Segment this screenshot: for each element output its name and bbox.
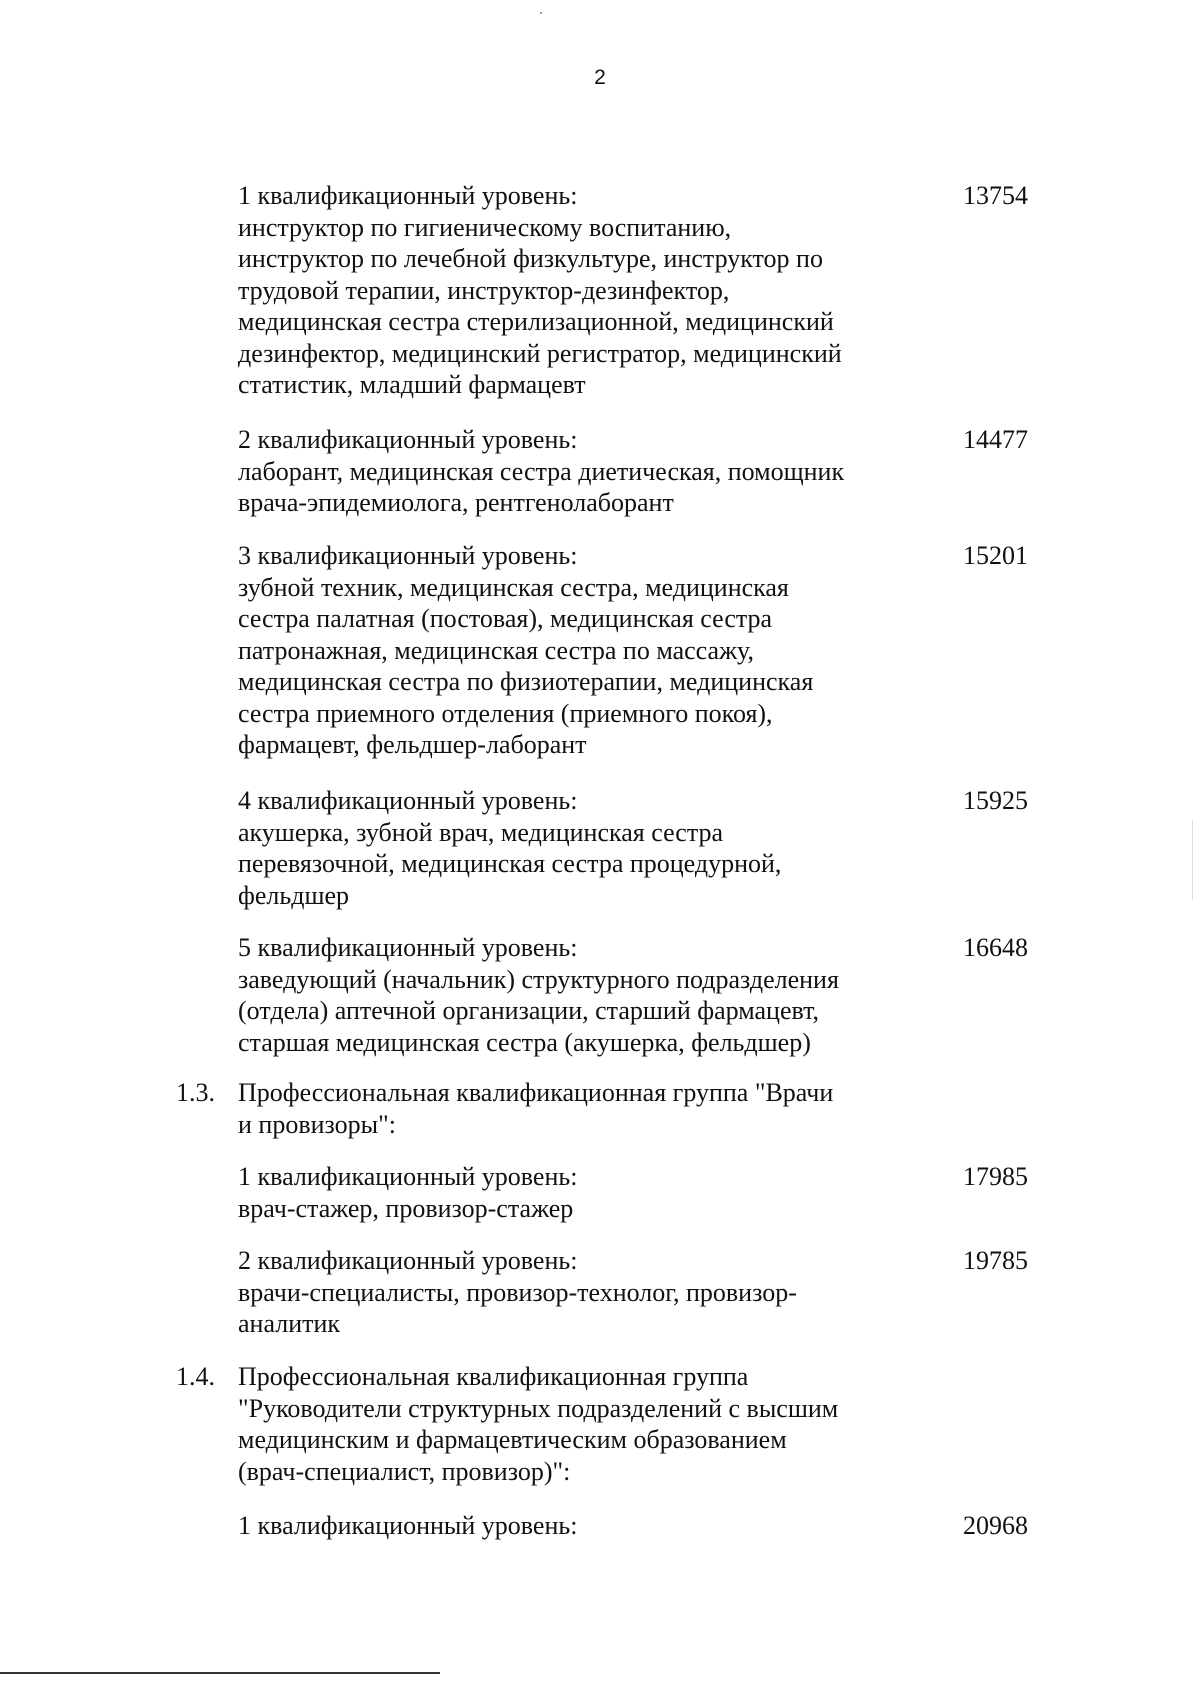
- group-title-line: и провизоры":: [238, 1109, 396, 1139]
- group-title-line: Профессиональная квалификационная группа "Врачи: [238, 1078, 834, 1107]
- entry-level-label: 2 квалификационный уровень:: [238, 425, 578, 454]
- entry-line: врача-эпидемиолога, рентгенолаборант: [238, 488, 674, 517]
- group-title: [238, 1077, 898, 1140]
- entry-line: врач-стажер, провизор-стажер: [238, 1193, 574, 1223]
- entry-line: акушерка, зубной врач, медицинская сестра: [238, 817, 724, 847]
- professional-group-heading: [176, 1077, 896, 1140]
- salary-value: 17985: [963, 1162, 1028, 1191]
- salary-value: 20968: [963, 1511, 1028, 1540]
- entry-line: сестра приемного отделения (приемного покоя),: [238, 698, 773, 728]
- entry-text: [238, 932, 898, 1058]
- professional-group-heading: [176, 1361, 896, 1487]
- entry-text: [238, 424, 898, 519]
- entry-line: зубной техник, медицинская сестра, медицинская: [238, 572, 789, 602]
- qualification-level-entry: [238, 785, 1028, 911]
- entry-level-label: 5 квалификационный уровень:: [238, 933, 578, 962]
- entry-line: медицинская сестра стерилизационной, медицинский: [238, 307, 834, 336]
- qualification-level-entry: [238, 180, 1028, 401]
- entry-line: старшая медицинская сестра (акушерка, фельдшер): [238, 1027, 811, 1057]
- entry-line: патронажная, медицинская сестра по массажу,: [238, 635, 754, 665]
- qualification-level-entry: [238, 1245, 1028, 1340]
- entry-text: [238, 1161, 898, 1224]
- scan-edge-mark: [1192, 820, 1193, 900]
- entry-line: инструктор по лечебной физкультуре, инструктор по: [238, 244, 823, 273]
- qualification-level-entry: [238, 1510, 1028, 1542]
- entry-line: инструктор по гигиеническому воспитанию,: [238, 212, 732, 242]
- entry-level-label: 2 квалификационный уровень:: [238, 1246, 578, 1275]
- entry-line: заведующий (начальник) структурного подразделения: [238, 964, 839, 994]
- group-title: [238, 1361, 898, 1487]
- entry-text: [238, 540, 898, 761]
- group-number: 1.4.: [176, 1362, 215, 1391]
- entry-line: статистик, младший фармацевт: [238, 370, 586, 399]
- qualification-level-entry: [238, 424, 1028, 519]
- salary-value: 15925: [963, 786, 1028, 815]
- salary-value: 16648: [963, 933, 1028, 962]
- group-title-line: Профессиональная квалификационная группа: [238, 1362, 749, 1391]
- entry-line: перевязочной, медицинская сестра процедурной,: [238, 849, 782, 878]
- qualification-level-entry: [238, 932, 1028, 1058]
- entry-text: [238, 1510, 898, 1542]
- entry-text: [238, 180, 898, 401]
- entry-line: дезинфектор, медицинский регистратор, медицинский: [238, 338, 842, 368]
- qualification-level-entry: [238, 540, 1028, 761]
- entry-line: фармацевт, фельдшер-лаборант: [238, 730, 587, 759]
- entry-level-label: 3 квалификационный уровень:: [238, 541, 578, 570]
- salary-value: 15201: [963, 541, 1028, 570]
- scan-bottom-line: [0, 1672, 440, 1674]
- group-title-line: (врач-специалист, провизор)":: [238, 1456, 571, 1486]
- entry-line: сестра палатная (постовая), медицинская сестра: [238, 604, 773, 633]
- entry-level-label: 4 квалификационный уровень:: [238, 786, 578, 815]
- entry-line: лаборант, медицинская сестра диетическая, помощник: [238, 456, 845, 486]
- qualification-level-entry: [238, 1161, 1028, 1224]
- entry-text: [238, 785, 898, 911]
- entry-line: врачи-специалисты, провизор-технолог, провизор-: [238, 1277, 797, 1307]
- entry-level-label: 1 квалификационный уровень:: [238, 1162, 578, 1191]
- group-title-line: "Руководители структурных подразделений с высшим: [238, 1393, 839, 1423]
- entry-text: [238, 1245, 898, 1340]
- salary-value: 19785: [963, 1246, 1028, 1275]
- entry-line: (отдела) аптечной организации, старший фармацевт,: [238, 996, 820, 1025]
- group-title-line: медицинским и фармацевтическим образованием: [238, 1425, 787, 1454]
- salary-value: 13754: [963, 181, 1028, 210]
- entry-line: медицинская сестра по физиотерапии, медицинская: [238, 667, 814, 696]
- page-number: 2: [594, 66, 606, 89]
- scan-speck: [540, 12, 542, 14]
- entry-line: трудовой терапии, инструктор-дезинфектор,: [238, 275, 730, 305]
- entry-level-label: 1 квалификационный уровень:: [238, 181, 578, 210]
- entry-level-label: 1 квалификационный уровень:: [238, 1511, 578, 1540]
- entry-line: фельдшер: [238, 880, 350, 910]
- entry-line: аналитик: [238, 1309, 341, 1338]
- salary-value: 14477: [963, 425, 1028, 454]
- group-number: 1.3.: [176, 1078, 215, 1107]
